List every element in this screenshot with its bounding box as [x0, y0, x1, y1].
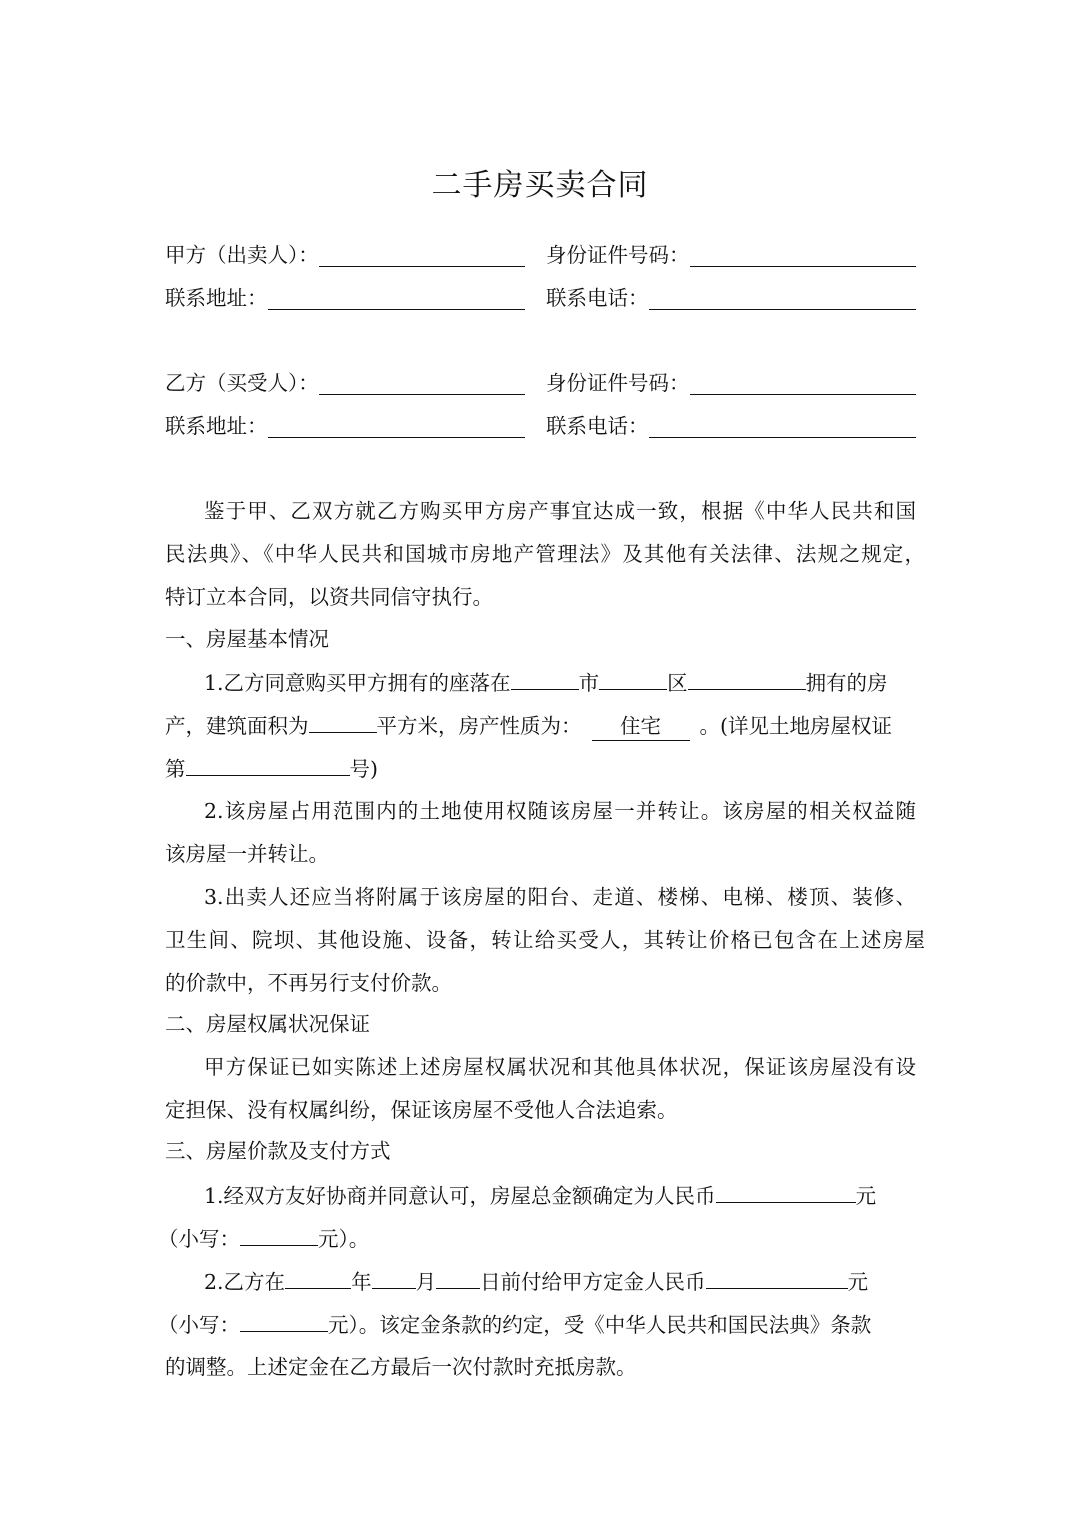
total-price-blank[interactable]: [716, 1174, 856, 1203]
clause-3-1-line: [158, 1217, 918, 1259]
clause-3-2-line: [204, 1260, 916, 1302]
clause-1-3-line: 卫生间、院坝、其他设施、设备，转让给买受人，其转让价格已包含在上述房屋: [165, 928, 925, 952]
party-a-address-label: 联系地址：: [165, 286, 268, 310]
clause-text: 2.乙方在: [204, 1270, 286, 1294]
section-2-line: 甲方保证已如实陈述上述房屋权属状况和其他具体状况，保证该房屋没有设: [204, 1055, 916, 1079]
party-a-address-field: [165, 283, 525, 313]
page-title: 二手房买卖合同: [431, 168, 649, 203]
clause-text: 拥有的房: [805, 671, 888, 695]
party-b-address-label: 联系地址：: [165, 414, 268, 438]
clause-text: 1.乙方同意购买甲方拥有的座落在: [204, 671, 511, 695]
party-b-name-label: 乙方（买受人）：: [165, 371, 319, 395]
clause-text: 产，建筑面积为: [165, 714, 309, 738]
clause-3-2-line: 的调整。上述定金在乙方最后一次付款时充抵房款。: [165, 1355, 637, 1379]
section-heading: 二、房屋权属状况保证: [165, 1012, 370, 1036]
section-2-line: 定担保、没有权属纠纷，保证该房屋不受他人合法追索。: [165, 1098, 678, 1122]
day-blank[interactable]: [436, 1260, 480, 1289]
preamble-line: 特订立本合同，以资共同信守执行。: [165, 585, 493, 609]
party-b-name-field: [165, 368, 525, 398]
party-b-address-field: [165, 411, 525, 441]
deposit-figures-blank[interactable]: [240, 1303, 328, 1332]
clause-text: 区: [667, 671, 688, 695]
clause-text: 市: [578, 671, 600, 695]
area-blank[interactable]: [309, 704, 377, 733]
party-a-name-field: [165, 240, 525, 270]
city-blank[interactable]: [511, 661, 579, 690]
preamble-line: 鉴于甲、乙双方就乙方购买甲方房产事宜达成一致，根据《中华人民共和国: [204, 499, 916, 523]
party-a-id-label: 身份证件号码：: [546, 243, 690, 267]
clause-text: 元）。: [318, 1227, 370, 1251]
clause-text: 平方米，房产性质为：: [376, 714, 582, 738]
party-b-id-field: [546, 368, 916, 398]
clause-text: 日前付给甲方定金人民币: [480, 1270, 706, 1294]
clause-1-3-line: 的价款中，不再另行支付价款。: [165, 971, 452, 995]
party-a-id-field: [546, 240, 916, 270]
party-a-phone-blank[interactable]: [649, 287, 917, 310]
party-a-name-label: 甲方（出卖人）：: [165, 243, 319, 267]
party-b-id-blank[interactable]: [690, 372, 917, 395]
deposit-blank[interactable]: [706, 1260, 848, 1289]
party-b-name-blank[interactable]: [319, 372, 525, 395]
district-blank[interactable]: [599, 661, 667, 690]
party-a-phone-field: [546, 283, 916, 313]
party-b-phone-blank[interactable]: [649, 415, 917, 438]
clause-1-3-line: 3.出卖人还应当将附属于该房屋的阳台、走道、楼梯、电梯、楼顶、装修、: [204, 885, 916, 909]
section-heading: 一、房屋基本情况: [165, 627, 329, 651]
party-b-phone-field: [546, 411, 916, 441]
clause-text: （小写：: [158, 1313, 240, 1337]
clause-text: 年: [351, 1270, 372, 1294]
property-nature-value[interactable]: 住宅: [592, 712, 690, 741]
party-b-phone-label: 联系电话：: [546, 414, 649, 438]
total-price-figures-blank[interactable]: [240, 1217, 318, 1246]
clause-text: 元: [855, 1184, 877, 1208]
party-a-address-blank[interactable]: [268, 287, 526, 310]
clause-3-1-line: [204, 1174, 916, 1216]
party-a-id-blank[interactable]: [690, 244, 917, 267]
clause-text: （小写：: [158, 1227, 240, 1251]
clause-text: 第: [165, 757, 186, 781]
clause-text: 。(详见土地房屋权证: [699, 714, 892, 738]
month-blank[interactable]: [372, 1260, 416, 1289]
clause-1-1-line: [165, 747, 925, 789]
party-a-phone-label: 联系电话：: [546, 286, 649, 310]
party-b-address-blank[interactable]: [268, 415, 526, 438]
certificate-number-blank[interactable]: [186, 747, 350, 776]
year-blank[interactable]: [285, 1260, 351, 1289]
party-a-name-blank[interactable]: [319, 244, 525, 267]
clause-1-2-line: 该房屋一并转让。: [165, 842, 329, 866]
clause-text: 号): [349, 757, 378, 781]
clause-text: 1.经双方友好协商并同意认可，房屋总金额确定为人民币: [204, 1184, 716, 1208]
clause-1-1-line: [204, 661, 916, 703]
clause-text: 元: [847, 1270, 869, 1294]
location-blank[interactable]: [688, 661, 806, 690]
clause-1-1-line: [165, 704, 925, 746]
party-b-id-label: 身份证件号码：: [546, 371, 690, 395]
preamble-line: 民法典》、《中华人民共和国城市房地产管理法》及其他有关法律、法规之规定，: [165, 542, 925, 566]
clause-text: 月: [415, 1270, 437, 1294]
section-heading: 三、房屋价款及支付方式: [165, 1139, 391, 1163]
clause-1-2-line: 2.该房屋占用范围内的土地使用权随该房屋一并转让。该房屋的相关权益随: [204, 799, 916, 823]
clause-3-2-line: [158, 1303, 918, 1345]
clause-text: 元）。该定金条款的约定，受《中华人民共和国民法典》条款: [328, 1313, 872, 1337]
